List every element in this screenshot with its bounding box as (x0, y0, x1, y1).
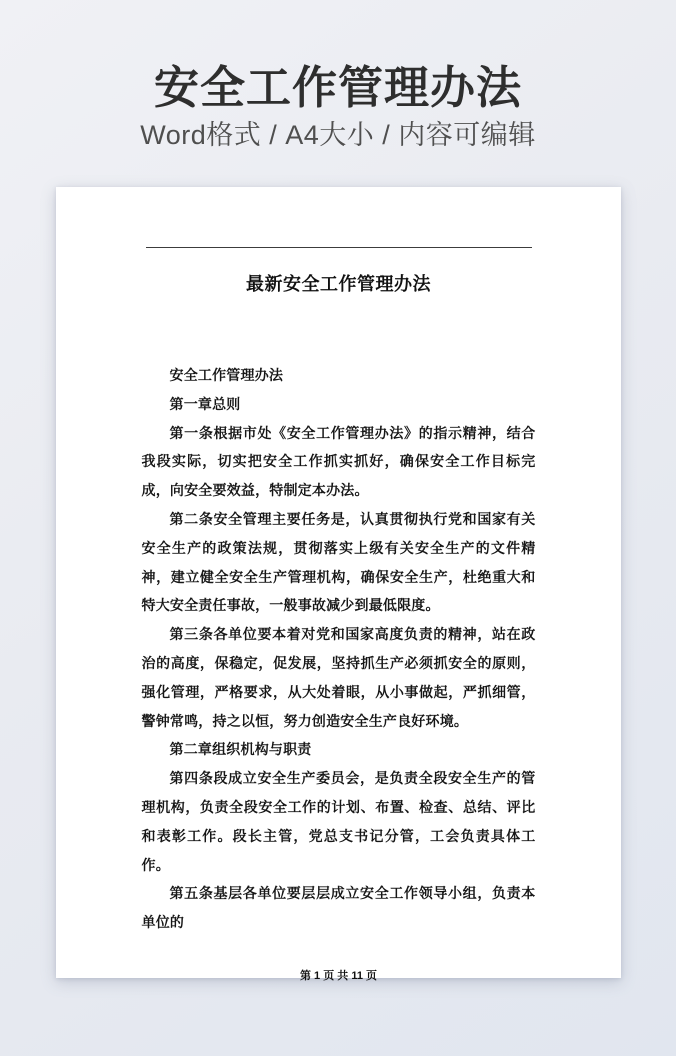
page-number: 第 1 页 共 11 页 (299, 969, 378, 982)
page-subtitle: Word格式 / A4大小 / 内容可编辑 (140, 120, 536, 150)
document-paragraph: 第五条基层各单位要层层成立安全工作领导小组，负责本单位的 (141, 885, 536, 931)
document-title: 最新安全工作管理办法 (246, 274, 431, 294)
document-paragraph: 第四条段成立安全生产委员会，是负责全段安全生产的管理机构，负责全段安全工作的计划、布置、检查、总结、评比和表彰工作。段长主管，党总支书记分管，工会负责具体工作。 (141, 770, 536, 873)
document-paragraph: 第一条根据市处《安全工作管理办法》的指示精神，结合我段实际，切实把安全工作抓实抓好，确保安全工作目标完成，向安全要效益，特制定本办法。 (141, 424, 536, 499)
header-rule (146, 247, 532, 248)
document-paragraph: 安全工作管理办法 (169, 367, 284, 383)
document-paragraph: 第三条各单位要本着对党和国家高度负责的精神，站在政治的高度，保稳定，促发展，坚持抓生产必须抓安全的原则，强化管理，严格要求，从大处着眼，从小事做起，严抓细管，警钟常鸣，持之以恒，努力创造安全生产良好环境。 (141, 626, 536, 729)
document-paragraph: 第二条安全管理主要任务是，认真贯彻执行党和国家有关安全生产的政策法规，贯彻落实上级有关安全生产的文件精神，建立健全安全生产管理机构，确保安全生产，杜绝重大和特大安全责任事故，一般事故减少到最低限度。 (141, 510, 536, 614)
document-paragraph: 第一章总则 (169, 395, 241, 412)
document-page (56, 187, 621, 982)
hero-header (0, 0, 676, 150)
document-body (142, 361, 536, 937)
document-paragraph: 第二章组织机构与职责 (169, 741, 312, 758)
page-title: 安全工作管理办法 (153, 62, 522, 113)
